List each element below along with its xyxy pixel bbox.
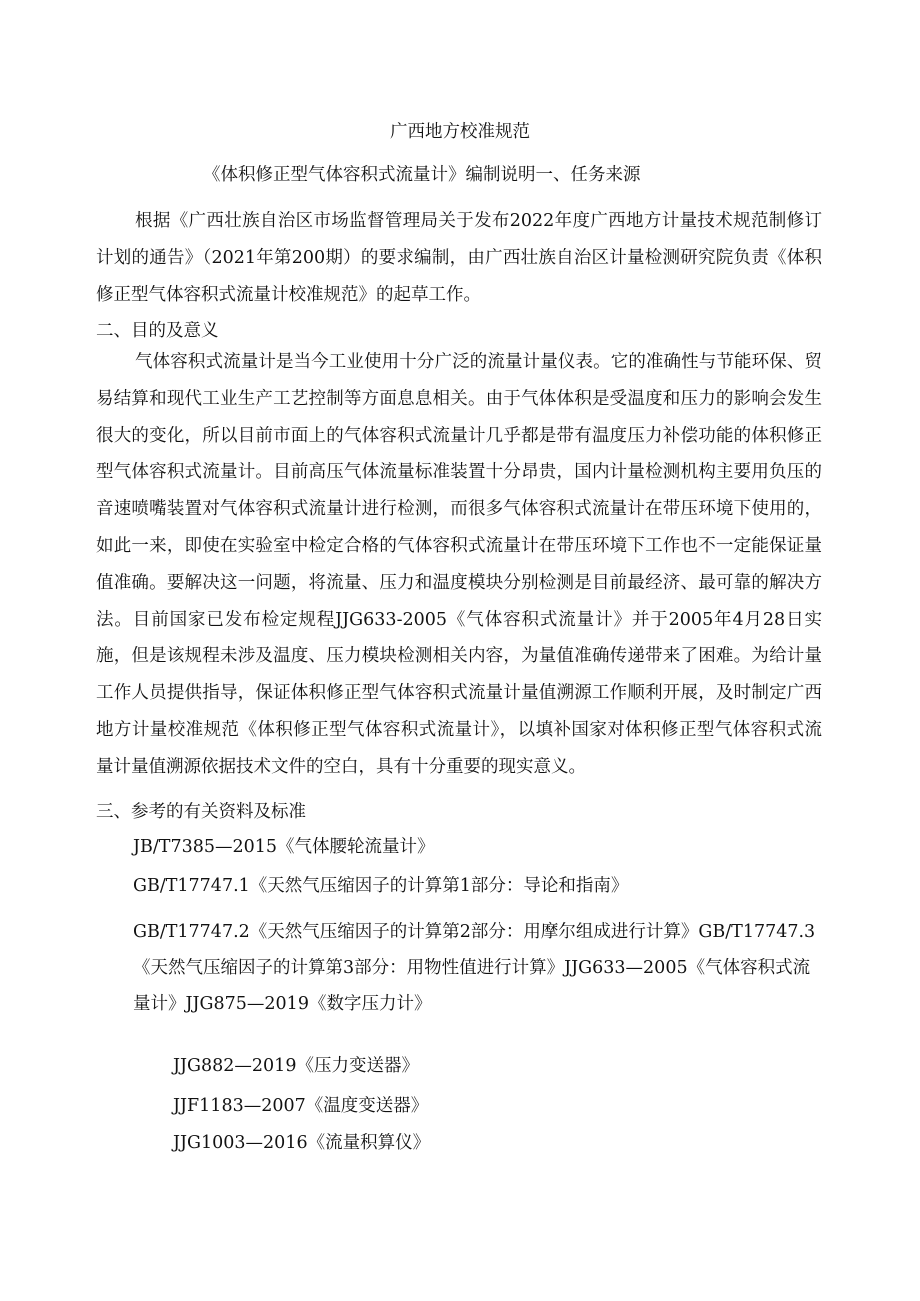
reference-block-text: GB/T17747.2《天然气压缩因子的计算第2部分：用摩尔组成进行计算》GB/T17747.3《天然气压缩因子的计算第3部分：用物性值进行计算》JJG633—2005《气体容积式流量计》JJG875—2019《数字压力计》 <box>133 922 816 1014</box>
task-source-paragraph: 根据《广西壮族自治区市场监督管理局关于发布2022年度广西地方计量技术规范制修订计划的通告》（2021年第200期）的要求编制，由广西壮族自治区计量检测研究院负责《体积修正型气体容积式流量计校准规范》的起草工作。 <box>96 211 822 305</box>
document-title: 广西地方校准规范 <box>390 122 530 142</box>
reference-block <box>133 914 823 1022</box>
references-heading: 三、参考的有关资料及标准 <box>96 802 306 822</box>
reference-item: JJF1183—2007《温度变送器》 <box>173 1096 429 1116</box>
document-subtitle: 《体积修正型气体容积式流量计》编制说明一、任务来源 <box>203 165 641 185</box>
reference-item: JB/T7385—2015《气体腰轮流量计》 <box>133 837 435 857</box>
purpose-paragraph: 气体容积式流量计是当今工业使用十分广泛的流量计量仪表。它的准确性与节能环保、贸易结算和现代工业生产工艺控制等方面息息相关。由于气体体积是受温度和压力的影响会发生很大的变化，所以目前市面上的气体容积式流量计几乎都是带有温度压力补偿功能的体积修正型气体容积式流量计。目前高压气体流量标准装置十分昂贵，国内计量检测机构主要用负压的音速喷嘴装置对气体容积式流量计进行检测，而很多气体容积式流量计在带压环境下使用的，如此一来，即使在实验室中检定合格的气体容积式流量计在带压环境下工作也不一定能保证量值准确。要解决这一问题，将流量、压力和温度模块分别检测是目前最经济、最可靠的解决方法。目前国家已发布检定规程JJG633-2005《气体容积式流量计》并于2005年4月28日实施，但是该规程未涉及温度、压力模块检测相关内容，为量值准确传递带来了困难。为给计量工作人员提供指导，保证体积修正型气体容积式流量计量值溯源工作顺利开展，及时制定广西地方计量校准规范《体积修正型气体容积式流量计》，以填补国家对体积修正型气体容积式流量计量值溯源依据技术文件的空白，具有十分重要的现实意义。 <box>96 352 822 777</box>
purpose-heading: 二、目的及意义 <box>96 321 219 341</box>
reference-item: GB/T17747.1《天然气压缩因子的计算第1部分：导论和指南》 <box>133 876 629 896</box>
reference-item: JJG882—2019《压力变送器》 <box>173 1056 419 1076</box>
reference-item: JJG1003—2016《流量积算仪》 <box>173 1133 431 1153</box>
